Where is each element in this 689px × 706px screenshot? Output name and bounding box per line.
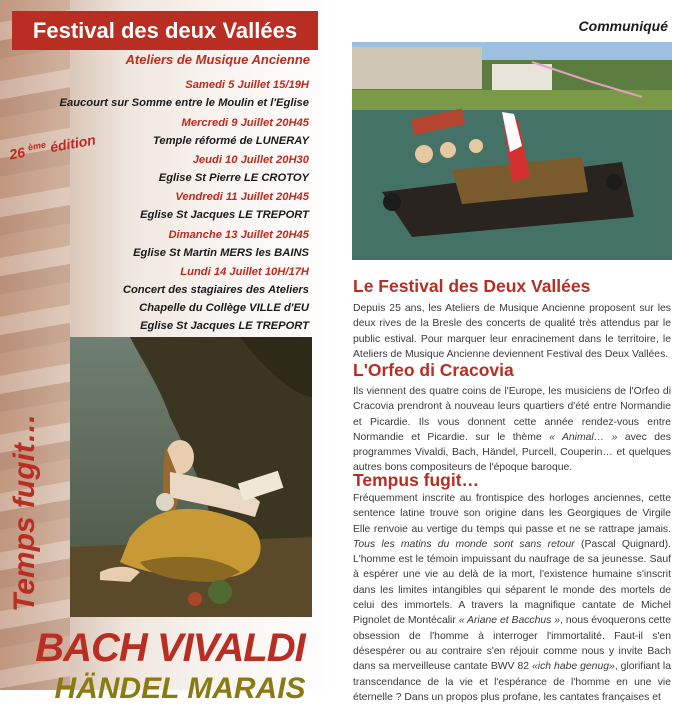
schedule-item: Mercredi 9 Juillet 20H45 Temple réformé de LUNERAY [152, 117, 309, 147]
paragraph-festival: Depuis 25 ans, les Ateliers de Musique Ancienne proposent sur les deux rives de la Bresle des concerts de qualité très attendus par le public estival. Pour marquer leur enracinement dans le territoire, le Ateliers de Musique Ancienne deviennent Festival des Deux Vallées. [353, 303, 671, 360]
poster-vertical-title: Temps fugit… [8, 413, 41, 612]
heading-festival: Le Festival des Deux Vallées [353, 276, 591, 296]
banner-subtitle: Ateliers de Musique Ancienne [125, 52, 310, 67]
schedule-item: Vendredi 11 Juillet 20H45 Eglise St Jacques LE TREPORT [140, 191, 309, 221]
boat-photo [352, 42, 672, 260]
composers-line-2: HÄNDEL MARAIS [54, 672, 306, 705]
schedule-item: Lundi 14 Juillet 10H/17H Concert des stagiaires des Ateliers Chapelle du Collège VILLE d'EU Eglise St Jacques LE TREPORT [122, 266, 309, 332]
composers-line-1: BACH VIVALDI [35, 626, 305, 670]
communique-label: Communiqué [578, 18, 668, 34]
schedule-item: Jeudi 10 Juillet 20H30 Eglise St Pierre LE CROTOY [158, 154, 309, 184]
paragraph-tempus: Fréquemment inscrite au frontispice des horloges anciennes, cette sentence latine trouve son origine dans les Georgiques de Virgile Elle renvoie au vertige du temps qui passe et ne se rattrape jamais. Tous les matins du monde sont sans retour (Pascal Quignard). L'homme est le témoin impuissant du naufrage de sa jeunesse. Sauf à espérer une vie au delà de la mort, l'existence humaine s'inscrit dans les limites intangibles qui séparent le monde des mortels de celui des immortels. A travers la magnifique cantate de Michel Pignolet de Montécalir « Ariane et Bacchus », nous évoquerons cette obsession de l'homme à interroger l'immortalité. Faut-il s'en désespérer ou au contraire s'en réjouir comme nous y invite Bach dans sa merveilleuse cantate BWV 82 «ich habe genug», glorifiant la transcendance de la vie et l'espérance de l'homme en une vie éternelle ? Dans un propos plus profane, les cantates françaises et [353, 493, 672, 703]
heading-tempus: Tempus fugit… [353, 470, 480, 490]
edition-label: 26 $^{ème}$ édition [8, 131, 97, 163]
paragraph-orfeo: Ils viennent des quatre coins de l'Europe, les musiciens de l'Orfeo di Cracovia prendront à nouveau leurs quartiers d'été entre Normandie et Picardie. Ils vous donnent cette année rendez-vous entre Normandie et Picardie. sur le thème « Animal… » avec des programmes Vivaldi, Bach, Händel, Purcell, Couperin… et quelques autres bons compositeurs de l'époque baroque. [353, 386, 671, 474]
heading-orfeo: L'Orfeo di Cracovia [353, 360, 514, 380]
schedule-item: Dimanche 13 Juillet 20H45 Eglise St Martin MERS les BAINS [133, 229, 309, 259]
magdalene-painting [70, 337, 312, 617]
schedule-item: Samedi 5 Juillet 15/19H Eaucourt sur Somme entre le Moulin et l'Eglise [59, 79, 309, 109]
festival-banner: Festival des deux Vallées [12, 11, 318, 50]
